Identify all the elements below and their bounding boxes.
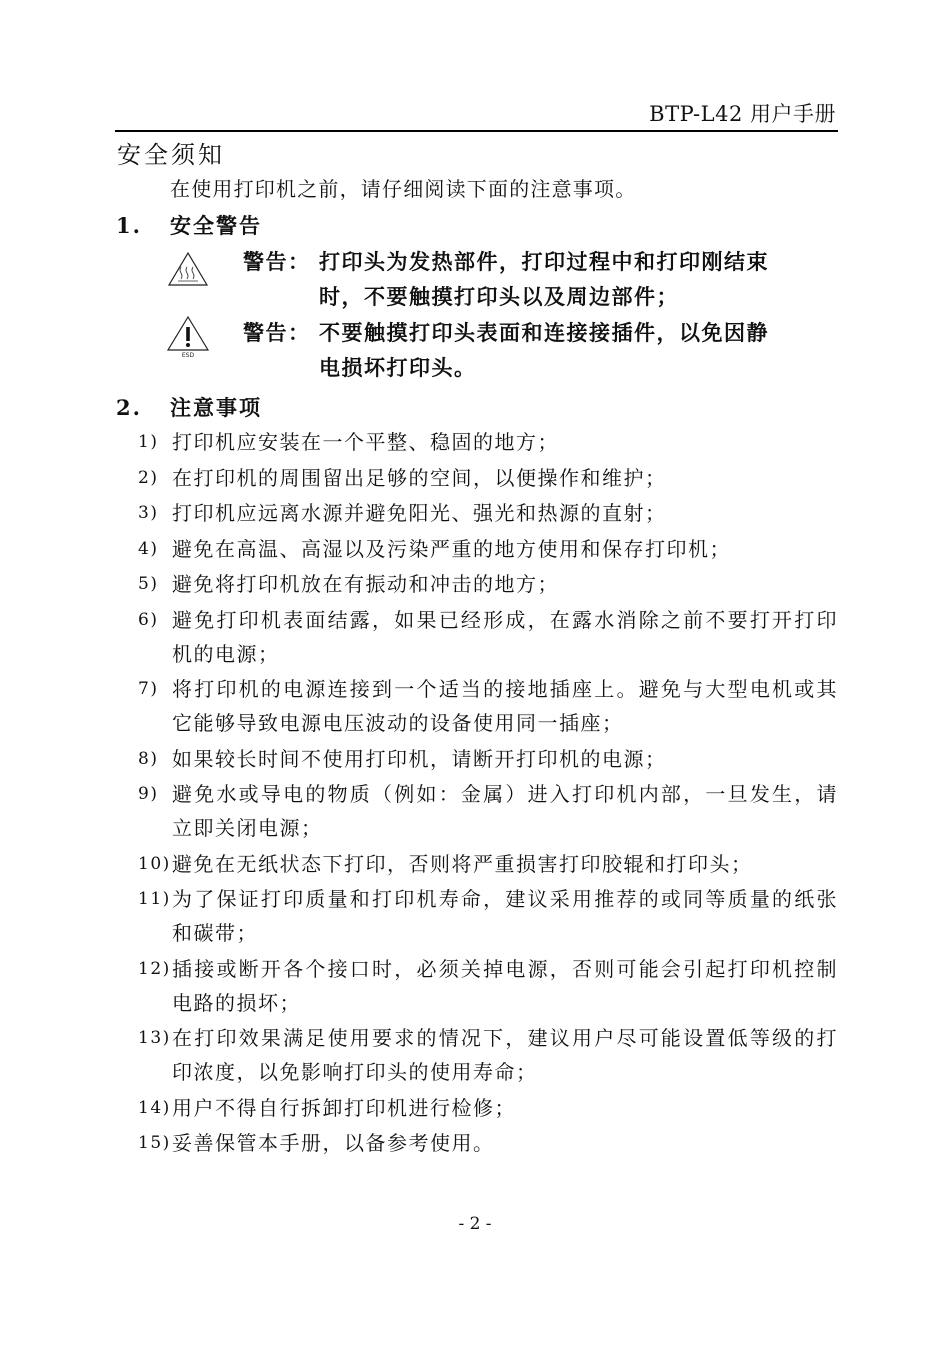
list-item (138, 672, 838, 740)
list-item (138, 952, 838, 1020)
list-item-number: 11) (138, 889, 171, 909)
warning-label: 警告： (243, 250, 311, 274)
list-item-number: 8) (138, 748, 159, 769)
list-item-number: 14) (138, 1097, 171, 1118)
list-item-text: 打印机应远离水源并避免阳光、强光和热源的直射； (172, 501, 667, 525)
warning-label: 警告： (243, 321, 311, 345)
list-item-text: 打印机应安装在一个平整、稳固的地方； (172, 430, 559, 454)
list-item (138, 1126, 838, 1160)
list-item-text: 为了保证打印质量和打印机寿命，建议采用推荐的或同等质量的纸张和碳带； (172, 887, 838, 945)
list-item-text: 将打印机的电源连接到一个适当的接地插座上。避免与大型电机或其它能够导致电源电压波动的设备使用同一插座； (172, 677, 838, 735)
list-item-text: 在打印效果满足使用要求的情况下，建议用户尽可能设置低等级的打印浓度，以免影响打印头的使用寿命； (172, 1026, 838, 1084)
hot-surface-icon (166, 250, 210, 288)
esd-icon-caption: ESD (181, 352, 195, 359)
notes-number: 2. (116, 395, 142, 420)
list-item (138, 777, 838, 845)
list-item-text: 避免水或导电的物质（例如：金属）进入打印机内部，一旦发生，请立即关闭电源； (172, 782, 838, 840)
list-item-number: 12) (138, 958, 171, 979)
section-title: 安全须知 (117, 141, 225, 169)
list-item (138, 742, 838, 776)
warning-line: 不要触摸打印头表面和连接接插件，以免因静 (319, 321, 769, 345)
list-item-text: 避免将打印机放在有振动和冲击的地方； (172, 572, 559, 596)
warning-line: 打印头为发热部件，打印过程中和打印刚结束 (319, 250, 769, 274)
list-item-number: 4) (138, 538, 159, 559)
header-rule (115, 130, 838, 132)
list-item-number: 9) (138, 784, 159, 804)
list-item (138, 532, 838, 566)
list-item-text: 在打印机的周围留出足够的空间，以便操作和维护； (172, 465, 667, 490)
notes-heading (116, 392, 262, 422)
list-item-number: 1) (138, 432, 159, 452)
list-item (138, 461, 838, 495)
list-item-text: 避免在无纸状态下打印，否则将严重损害打印胶辊和打印头； (172, 851, 753, 876)
list-item (138, 496, 838, 530)
list-item (138, 847, 838, 881)
list-item (138, 1091, 838, 1125)
warning-line: 时，不要触摸打印头以及周边部件； (319, 285, 679, 309)
list-item-number: 10) (138, 853, 171, 874)
list-item (138, 1021, 838, 1089)
list-item-text: 避免在高温、高湿以及污染严重的地方使用和保存打印机； (172, 536, 731, 561)
list-item (138, 603, 838, 671)
list-item-number: 15) (138, 1133, 171, 1153)
list-item-text: 如果较长时间不使用打印机，请断开打印机的电源； (172, 746, 667, 771)
warning-line: 电损坏打印头。 (319, 356, 477, 380)
list-item-text: 用户不得自行拆卸打印机进行检修； (172, 1095, 516, 1120)
list-item-number: 5) (138, 574, 159, 594)
list-item (138, 567, 838, 601)
list-item (138, 882, 838, 950)
list-item-text: 插接或断开各个接口时，必须关掉电源，否则可能会引起打印机控制电路的损坏； (172, 956, 838, 1015)
list-item-number: 6) (138, 609, 159, 630)
safety-heading-text: 安全警告 (170, 214, 262, 238)
safety-number: 1. (116, 213, 142, 238)
list-item-text: 妥善保管本手册，以备参考使用。 (172, 1131, 495, 1155)
header-title: BTP-L42 用户手册 (649, 102, 836, 126)
esd-icon (164, 314, 212, 360)
warning-esd (243, 316, 843, 386)
list-item-number: 2) (138, 467, 159, 488)
list-item (138, 425, 838, 459)
list-item-text: 避免打印机表面结露，如果已经形成，在露水消除之前不要打开打印机的电源； (172, 607, 838, 666)
warning-hot-surface (243, 245, 843, 315)
list-item-number: 13) (138, 1028, 171, 1048)
notes-list (138, 425, 838, 1162)
page-number: - 2 - (458, 1214, 492, 1234)
list-item-number: 3) (138, 503, 159, 523)
safety-heading (116, 210, 262, 240)
list-item-number: 7) (138, 679, 159, 699)
intro-text: 在使用打印机之前，请仔细阅读下面的注意事项。 (170, 177, 637, 201)
notes-heading-text: 注意事项 (170, 396, 262, 420)
